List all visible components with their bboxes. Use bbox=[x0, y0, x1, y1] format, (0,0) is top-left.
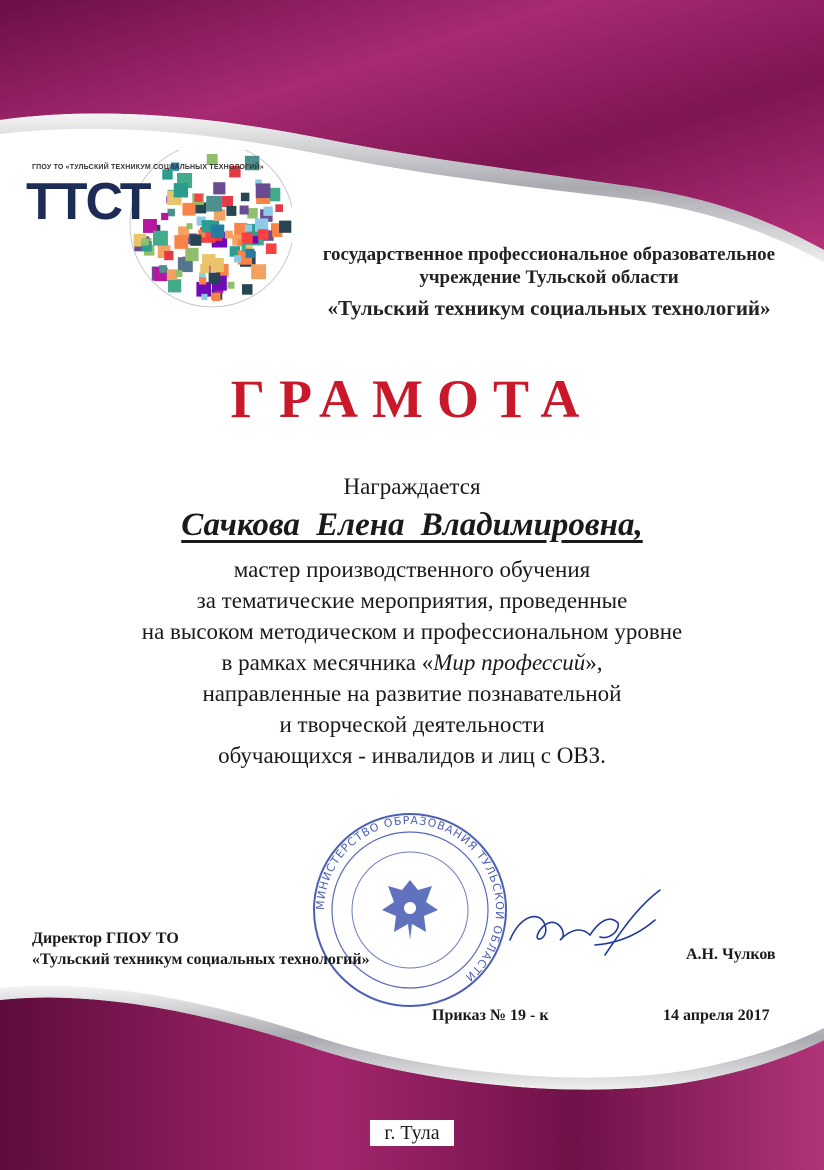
mosaic-tile bbox=[199, 277, 206, 284]
mosaic-tile bbox=[174, 183, 188, 197]
eagle-emblem-icon bbox=[382, 880, 438, 940]
award-line-4-after: », bbox=[585, 650, 603, 675]
award-line-7: обучающихся - инвалидов и лиц с ОВЗ. bbox=[218, 743, 606, 768]
mosaic-tile bbox=[251, 264, 266, 279]
mosaic-tile bbox=[176, 270, 183, 277]
mosaic-tile bbox=[279, 221, 291, 233]
recipient-name bbox=[0, 507, 824, 544]
seal-ring-text: МИНИСТЕРСТВО ОБРАЗОВАНИЯ ТУЛЬСКОЙ ОБЛАСТИ bbox=[313, 813, 507, 985]
mosaic-tile bbox=[225, 231, 233, 239]
mosaic-tile bbox=[201, 294, 207, 300]
signatory-title-line-2: «Тульский техникум социальных технологий» bbox=[32, 951, 370, 968]
mosaic-tile bbox=[187, 223, 193, 229]
institution-logo bbox=[12, 150, 292, 320]
organization-line-1: государственное профессиональное образовательное bbox=[322, 244, 776, 265]
certificate-title: ГРАМОТА bbox=[230, 369, 594, 429]
award-line-2: за тематические мероприятия, проведенные bbox=[196, 588, 628, 613]
mosaic-tile bbox=[164, 251, 173, 260]
mosaic-tile bbox=[168, 209, 176, 217]
award-line-5: направленные на развитие познавательной bbox=[202, 681, 622, 706]
mosaic-tile bbox=[190, 235, 201, 246]
signatory-name: А.Н. Чулков bbox=[686, 946, 776, 963]
organization-line-2: учреждение Тульской области bbox=[419, 267, 679, 288]
mosaic-tile bbox=[263, 207, 272, 216]
order-number: Приказ № 19 - к bbox=[432, 1007, 549, 1024]
logo-text: ТТСТ bbox=[26, 173, 150, 231]
mosaic-tile bbox=[258, 229, 268, 239]
mosaic-tile bbox=[226, 206, 236, 216]
mosaic-tile bbox=[161, 213, 168, 220]
mosaic-tile bbox=[159, 265, 167, 273]
mosaic-tile bbox=[240, 206, 249, 215]
mosaic-tile bbox=[275, 204, 283, 212]
mosaic-tile bbox=[209, 273, 221, 285]
mosaic-tile bbox=[234, 255, 241, 262]
mosaic-tile bbox=[183, 203, 196, 216]
issue-date: 14 апреля 2017 bbox=[663, 1007, 770, 1024]
mosaic-tile bbox=[195, 194, 203, 202]
mosaic-tile bbox=[206, 196, 222, 212]
mosaic-tile bbox=[266, 243, 277, 254]
logo-caption: ГПОУ ТО «ТУЛЬСКИЙ ТЕХНИКУМ СОЦИАЛЬНЫХ ТЕХНОЛОГИЙ» bbox=[32, 164, 264, 171]
award-text bbox=[0, 554, 824, 771]
mosaic-tile bbox=[153, 231, 168, 246]
organization-name bbox=[290, 243, 808, 320]
mosaic-tile bbox=[174, 235, 188, 249]
city-text: г. Тула bbox=[370, 1120, 453, 1146]
mosaic-tile bbox=[185, 248, 198, 261]
mosaic-tile bbox=[256, 183, 271, 198]
mosaic-tile bbox=[228, 282, 235, 289]
mosaic-tile bbox=[210, 258, 224, 272]
award-intro: Награждается bbox=[343, 474, 481, 499]
mosaic-tile bbox=[212, 293, 220, 301]
award-line-1: мастер производственного обучения bbox=[233, 557, 591, 582]
mosaic-tile bbox=[213, 182, 225, 194]
mosaic-tile bbox=[211, 225, 225, 239]
award-line-6: и творческой деятельности bbox=[279, 712, 545, 737]
award-line-4-before: в рамках месячника « bbox=[221, 650, 434, 675]
mosaic-tile bbox=[142, 238, 149, 245]
mosaic-tile bbox=[242, 233, 253, 244]
mosaic-tile bbox=[245, 225, 252, 232]
organization-line-3: «Тульский техникум социальных технологий» bbox=[327, 296, 771, 320]
mosaic-tile bbox=[241, 193, 250, 202]
official-seal bbox=[310, 810, 510, 1010]
city bbox=[0, 1122, 824, 1145]
signatory-title-line-1: Директор ГПОУ ТО bbox=[32, 930, 179, 947]
mosaic-tile bbox=[168, 279, 181, 292]
mosaic-tile bbox=[222, 196, 233, 207]
handwritten-signature bbox=[500, 885, 670, 965]
mosaic-tile bbox=[246, 249, 255, 258]
award-line-4 bbox=[0, 647, 824, 678]
mosaic-tile bbox=[247, 208, 257, 218]
event-name: Мир профессий bbox=[433, 650, 586, 675]
signatory-title bbox=[32, 928, 370, 970]
recipient-name-text: Сачкова Елена Владимировна, bbox=[181, 507, 643, 543]
mosaic-tile bbox=[242, 284, 253, 295]
mosaic-tile bbox=[200, 264, 209, 273]
award-line-3: на высоком методическом и профессиональном уровне bbox=[141, 619, 683, 644]
